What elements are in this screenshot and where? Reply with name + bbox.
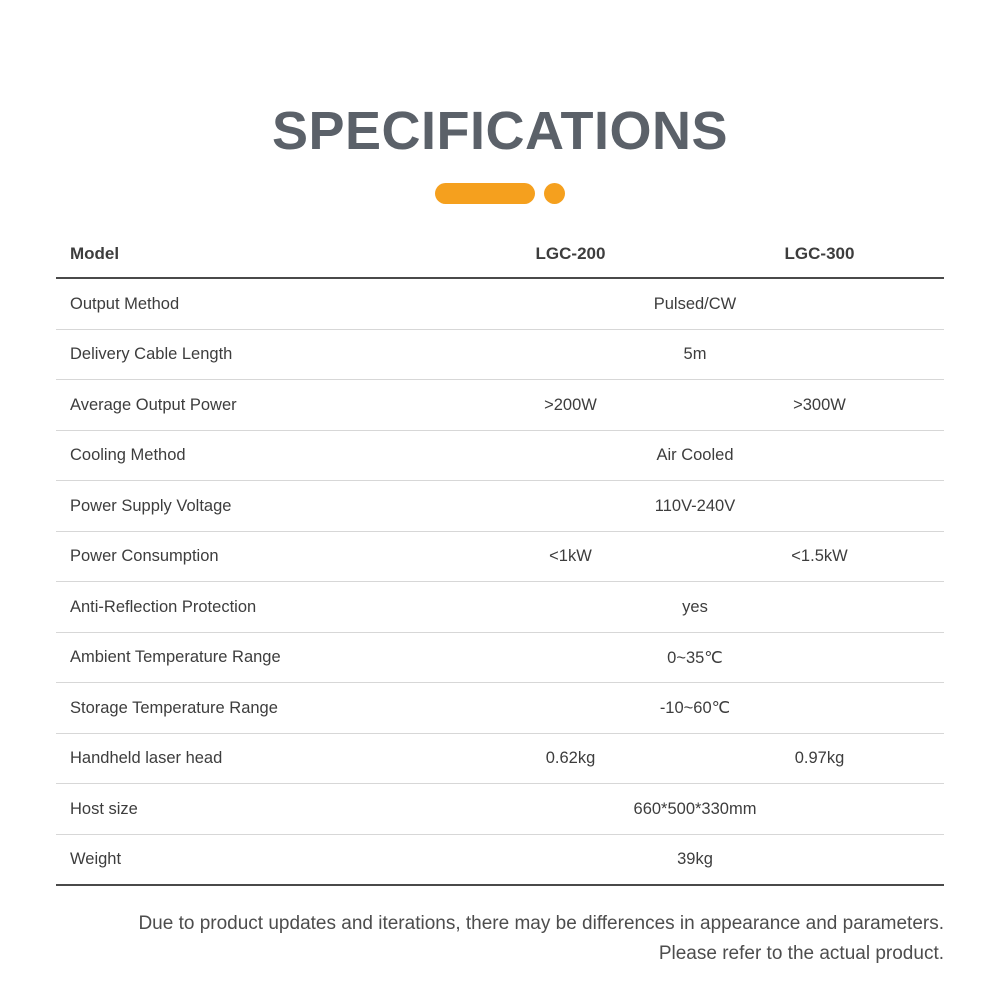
row-label: Average Output Power <box>56 380 446 431</box>
row-label: Cooling Method <box>56 430 446 481</box>
row-value-shared: Pulsed/CW <box>446 278 944 329</box>
table-header-row <box>56 230 944 278</box>
row-label: Handheld laser head <box>56 733 446 784</box>
row-value-lgc-300: >300W <box>695 380 944 431</box>
row-label: Delivery Cable Length <box>56 329 446 380</box>
row-label: Power Consumption <box>56 531 446 582</box>
table-row <box>56 278 944 329</box>
row-value-shared: yes <box>446 582 944 633</box>
table-row <box>56 733 944 784</box>
row-value-shared: 0~35℃ <box>446 632 944 683</box>
row-label: Anti-Reflection Protection <box>56 582 446 633</box>
footnote-line-1: Due to product updates and iterations, there may be differences in appearance and parameters. <box>138 913 944 935</box>
table-row <box>56 834 944 885</box>
column-header-lgc-300: LGC-300 <box>695 230 944 278</box>
row-label: Power Supply Voltage <box>56 481 446 532</box>
row-label: Output Method <box>56 278 446 329</box>
title-divider <box>56 183 944 204</box>
row-label: Weight <box>56 834 446 885</box>
table-body <box>56 278 944 885</box>
page-title: SPECIFICATIONS <box>271 101 729 161</box>
divider-dot-icon <box>544 183 565 204</box>
footnote <box>56 909 944 968</box>
row-value-shared: -10~60℃ <box>446 683 944 734</box>
column-header-model: Model <box>56 230 446 278</box>
row-value-shared: Air Cooled <box>446 430 944 481</box>
divider-pill-icon <box>435 183 535 204</box>
table-row <box>56 430 944 481</box>
table-row <box>56 531 944 582</box>
row-label: Ambient Temperature Range <box>56 632 446 683</box>
column-header-lgc-200: LGC-200 <box>446 230 695 278</box>
row-value-lgc-200: >200W <box>446 380 695 431</box>
table-row <box>56 380 944 431</box>
table-row <box>56 784 944 835</box>
row-value-shared: 660*500*330mm <box>446 784 944 835</box>
row-value-shared: 110V-240V <box>446 481 944 532</box>
table-row <box>56 481 944 532</box>
row-value-lgc-200: <1kW <box>446 531 695 582</box>
row-value-lgc-300: 0.97kg <box>695 733 944 784</box>
row-value-shared: 5m <box>446 329 944 380</box>
row-label: Storage Temperature Range <box>56 683 446 734</box>
row-value-lgc-300: <1.5kW <box>695 531 944 582</box>
footnote-line-2: Please refer to the actual product. <box>658 942 944 964</box>
table-row <box>56 329 944 380</box>
row-value-shared: 39kg <box>446 834 944 885</box>
table-row <box>56 632 944 683</box>
row-label: Host size <box>56 784 446 835</box>
table-row <box>56 582 944 633</box>
row-value-lgc-200: 0.62kg <box>446 733 695 784</box>
table-row <box>56 683 944 734</box>
specifications-table <box>56 230 944 886</box>
